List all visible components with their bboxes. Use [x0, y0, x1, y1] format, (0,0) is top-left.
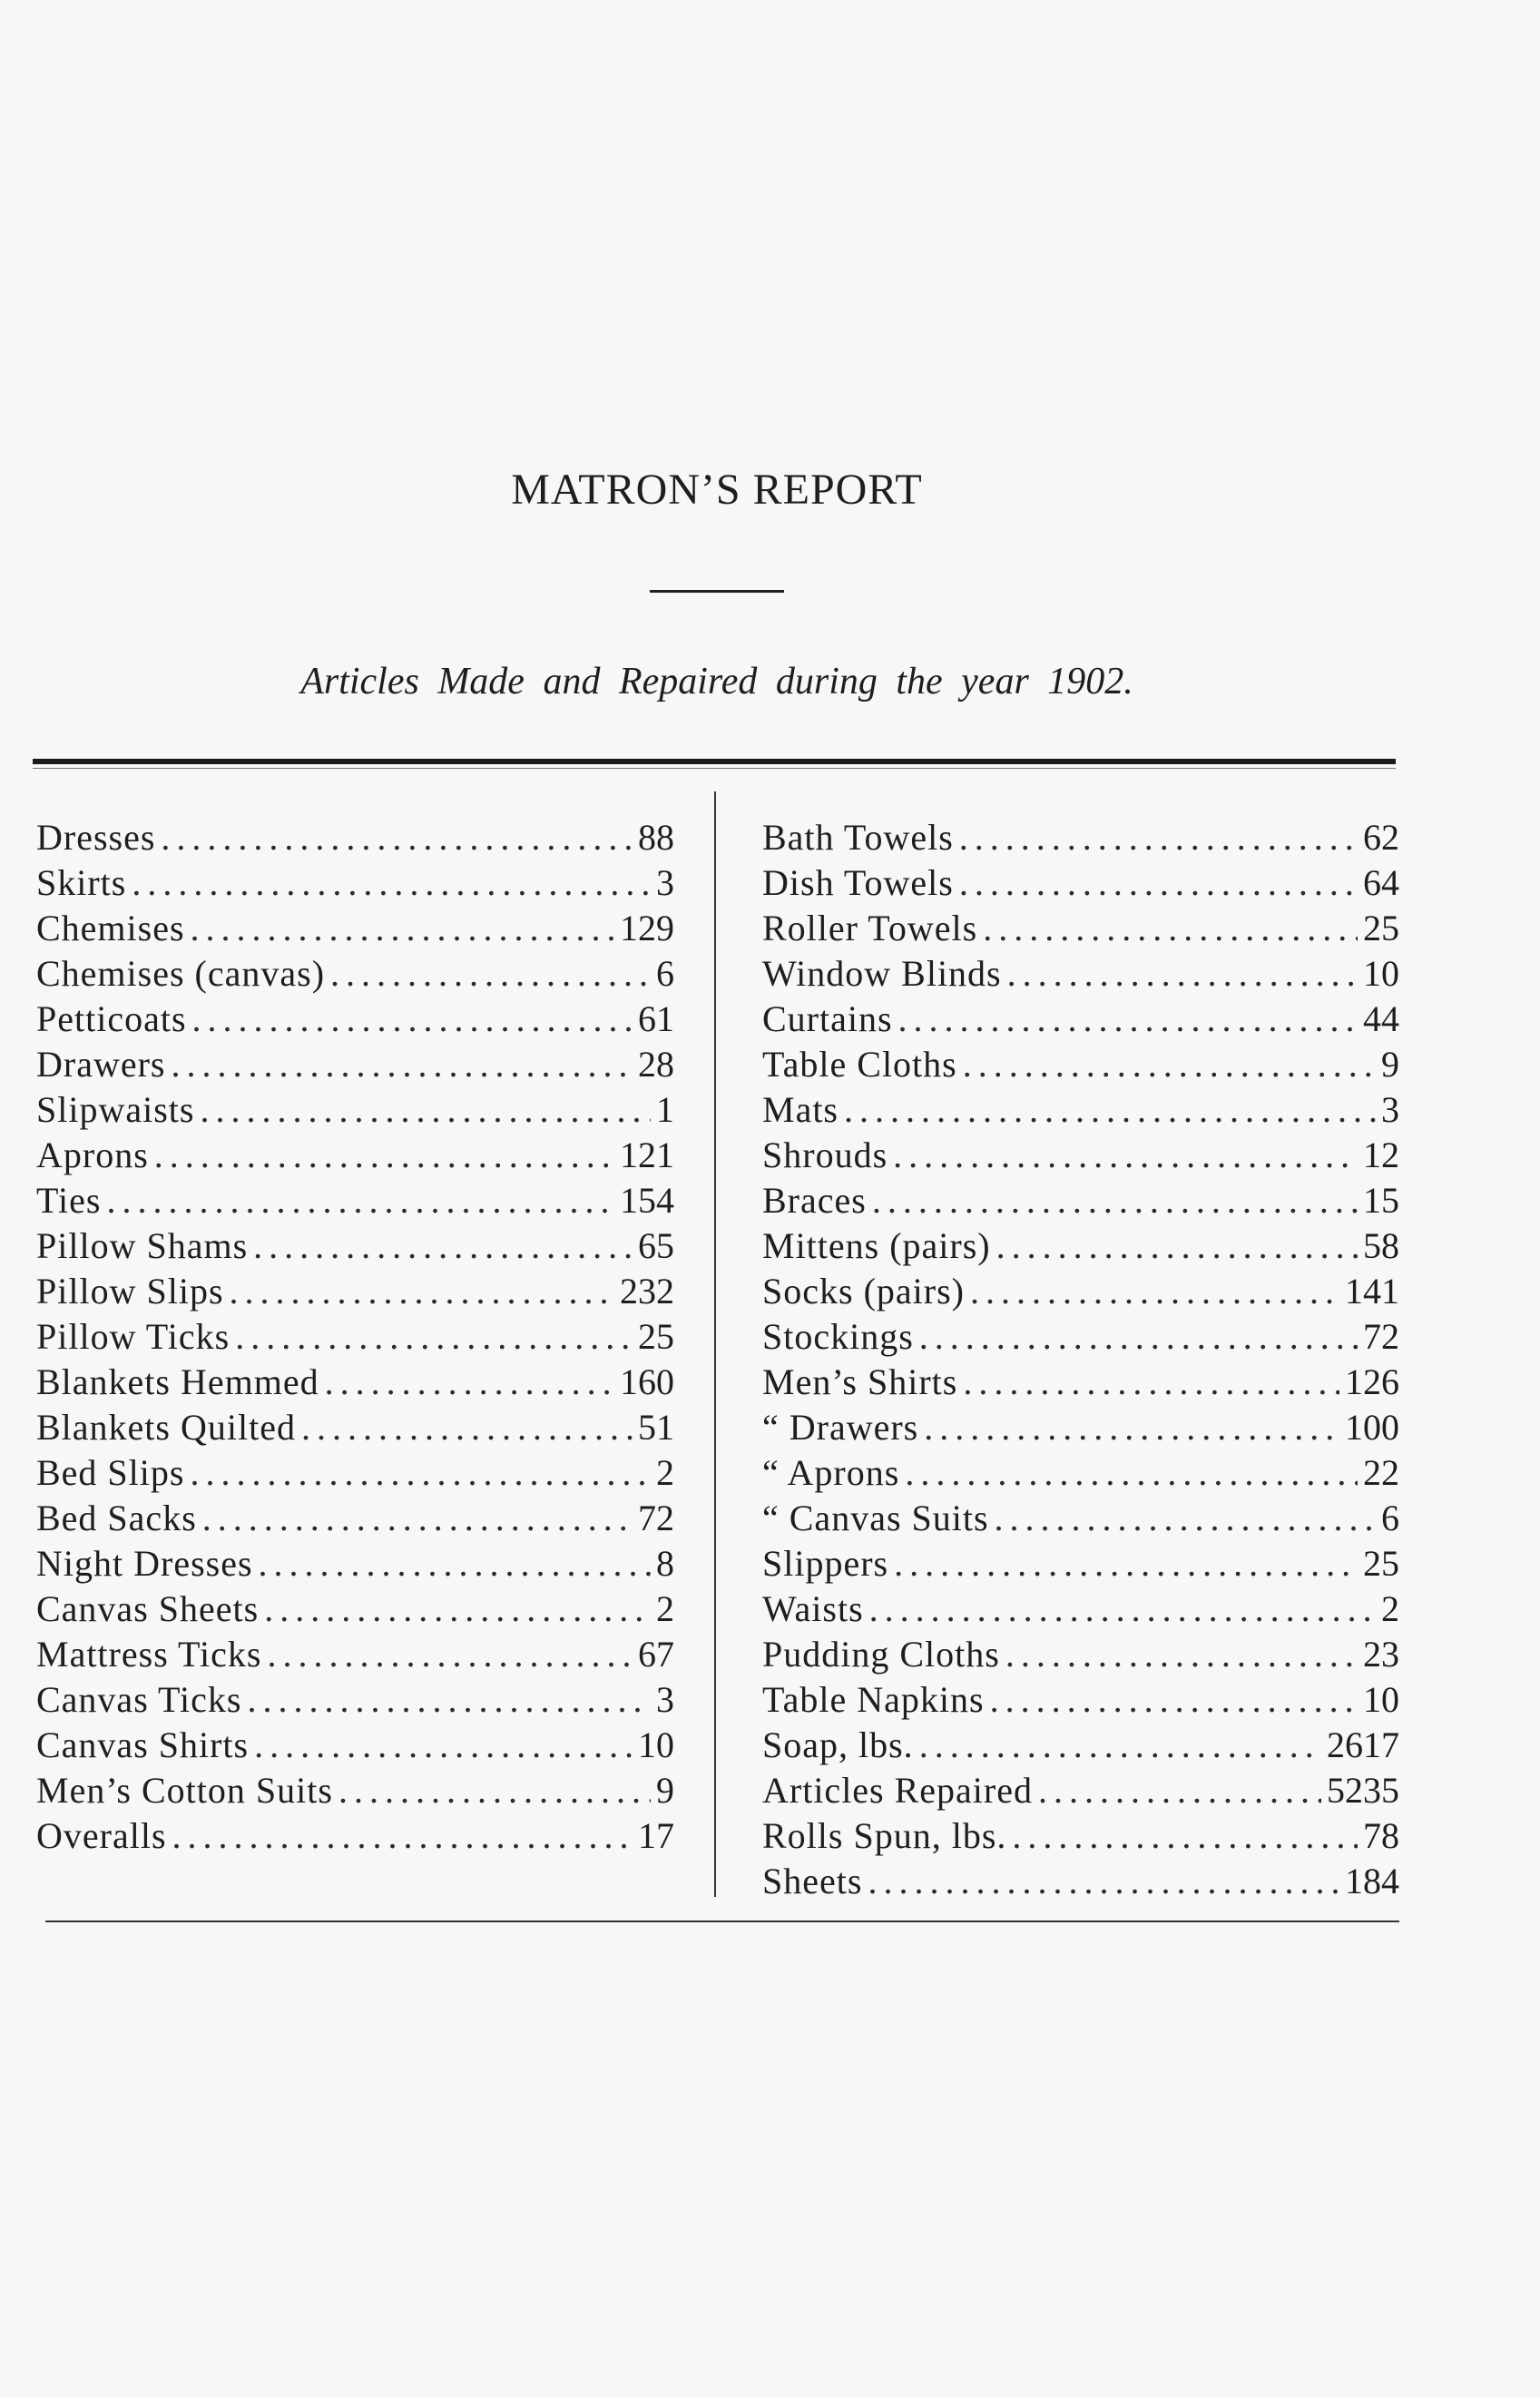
table-top-rule-thin: [33, 768, 1396, 769]
dot-leader: [254, 1723, 633, 1768]
list-item: [762, 1541, 1399, 1587]
dot-leader: [325, 1360, 614, 1405]
dot-leader: [172, 1813, 633, 1859]
dot-leader: [172, 1042, 633, 1087]
item-count: 3: [1381, 1089, 1399, 1130]
dot-leader: [202, 1496, 633, 1541]
item-count: 121: [620, 1135, 674, 1175]
item-label: Bed Slips: [36, 1452, 185, 1493]
item-label: Ties: [36, 1180, 102, 1221]
list-item: [762, 1723, 1399, 1768]
dot-leader: [872, 1178, 1358, 1223]
dot-leader: [869, 1587, 1376, 1632]
list-item: [36, 860, 674, 906]
item-label: Roller Towels: [762, 908, 978, 948]
item-count: 17: [638, 1815, 674, 1856]
item-count: 6: [1381, 1498, 1399, 1538]
list-item: [762, 1314, 1399, 1360]
list-item: [36, 1087, 674, 1133]
list-item: [36, 906, 674, 951]
item-label: Slipwaists: [36, 1089, 195, 1130]
list-item: [36, 1223, 674, 1269]
dot-leader: [919, 1314, 1358, 1360]
dot-leader: [893, 1133, 1358, 1178]
item-label: Bath Towels: [762, 817, 954, 858]
dot-leader: [230, 1269, 614, 1314]
item-label: Table Cloths: [762, 1044, 957, 1085]
item-count: 67: [638, 1634, 674, 1675]
item-label: Waists: [762, 1588, 864, 1629]
item-label: Soap, lbs.: [762, 1724, 914, 1765]
list-item: [762, 1813, 1399, 1859]
dot-leader: [990, 1677, 1358, 1723]
table-bottom-rule: [45, 1921, 1399, 1922]
dot-leader: [970, 1269, 1339, 1314]
item-label: “ Drawers: [762, 1407, 919, 1448]
dot-leader: [191, 906, 614, 951]
dot-leader: [898, 997, 1358, 1042]
list-item: [762, 1677, 1399, 1723]
item-label: “ Canvas Suits: [762, 1498, 989, 1538]
list-item: [36, 1269, 674, 1314]
item-label: Articles Repaired: [762, 1770, 1033, 1811]
dot-leader: [959, 860, 1358, 906]
item-count: 25: [1363, 1543, 1399, 1584]
item-count: 184: [1345, 1861, 1399, 1901]
list-item: [36, 1314, 674, 1360]
column-divider: [714, 791, 716, 1897]
item-label: Overalls: [36, 1815, 167, 1856]
list-item: [762, 1859, 1399, 1904]
list-item: [762, 906, 1399, 951]
list-item: [36, 1178, 674, 1223]
item-label: Sheets: [762, 1861, 863, 1901]
item-count: 51: [638, 1407, 674, 1448]
item-count: 232: [620, 1271, 674, 1311]
item-count: 2: [656, 1452, 674, 1493]
item-count: 1: [656, 1089, 674, 1130]
list-item: [36, 1632, 674, 1677]
item-label: Men’s Shirts: [762, 1361, 958, 1402]
item-count: 3: [656, 862, 674, 903]
list-item: [762, 1450, 1399, 1496]
dot-leader: [1012, 1813, 1358, 1859]
page-subtitle: Articles Made and Repaired during the year 1902.: [300, 661, 1133, 702]
list-item: [36, 1496, 674, 1541]
item-count: 58: [1363, 1225, 1399, 1266]
dot-leader: [959, 815, 1358, 860]
list-item: [36, 1042, 674, 1087]
item-label: Canvas Ticks: [36, 1679, 242, 1720]
list-item: [762, 1223, 1399, 1269]
item-label: Skirts: [36, 862, 127, 903]
item-label: Pudding Cloths: [762, 1634, 1000, 1675]
item-count: 126: [1345, 1361, 1399, 1402]
dot-leader: [905, 1450, 1358, 1496]
list-item: [762, 1178, 1399, 1223]
list-item: [762, 1405, 1399, 1450]
item-count: 5235: [1327, 1770, 1399, 1811]
list-item: [36, 1677, 674, 1723]
dot-leader: [868, 1859, 1339, 1904]
item-count: 44: [1363, 998, 1399, 1039]
item-count: 160: [620, 1361, 674, 1402]
dot-leader: [200, 1087, 651, 1133]
dot-leader: [192, 997, 633, 1042]
item-label: Mats: [762, 1089, 839, 1130]
dot-leader: [983, 906, 1358, 951]
item-count: 28: [638, 1044, 674, 1085]
item-label: Bed Sacks: [36, 1498, 197, 1538]
item-count: 25: [1363, 908, 1399, 948]
item-count: 62: [1363, 817, 1399, 858]
item-count: 10: [638, 1724, 674, 1765]
list-item: [36, 951, 674, 997]
item-label: Mittens (pairs): [762, 1225, 991, 1266]
dot-leader: [268, 1632, 633, 1677]
list-item: [762, 1360, 1399, 1405]
item-count: 65: [638, 1225, 674, 1266]
item-label: Dresses: [36, 817, 156, 858]
item-count: 72: [1363, 1316, 1399, 1357]
dot-leader: [106, 1178, 614, 1223]
item-label: Night Dresses: [36, 1543, 253, 1584]
item-label: Rolls Spun, lbs.: [762, 1815, 1007, 1856]
list-item: [762, 951, 1399, 997]
list-item: [36, 815, 674, 860]
list-item: [762, 1042, 1399, 1087]
dot-leader: [253, 1223, 633, 1269]
item-count: 154: [620, 1180, 674, 1221]
list-item: [762, 1587, 1399, 1632]
dot-leader: [996, 1223, 1358, 1269]
item-count: 2617: [1327, 1724, 1399, 1765]
item-label: Pillow Ticks: [36, 1316, 231, 1357]
item-count: 3: [656, 1679, 674, 1720]
item-count: 10: [1363, 953, 1399, 994]
dot-leader: [995, 1496, 1376, 1541]
dot-leader: [248, 1677, 652, 1723]
list-item: [762, 1496, 1399, 1541]
list-item: [762, 1087, 1399, 1133]
item-count: 72: [638, 1498, 674, 1538]
item-count: 25: [638, 1316, 674, 1357]
item-label: Drawers: [36, 1044, 166, 1085]
item-count: 88: [638, 817, 674, 858]
item-label: Blankets Quilted: [36, 1407, 296, 1448]
dot-leader: [190, 1450, 651, 1496]
dot-leader: [894, 1541, 1358, 1587]
item-label: Table Napkins: [762, 1679, 985, 1720]
dot-leader: [259, 1541, 651, 1587]
dot-leader: [154, 1133, 614, 1178]
item-label: Slippers: [762, 1543, 889, 1584]
item-count: 100: [1345, 1407, 1399, 1448]
list-item: [36, 1768, 674, 1813]
dot-leader: [264, 1587, 651, 1632]
item-label: Pillow Slips: [36, 1271, 224, 1311]
dot-leader: [963, 1042, 1376, 1087]
list-item: [762, 815, 1399, 860]
item-label: Mattress Ticks: [36, 1634, 262, 1675]
list-item: [36, 1813, 674, 1859]
item-label: Chemises: [36, 908, 185, 948]
item-label: Shrouds: [762, 1135, 888, 1175]
item-count: 78: [1363, 1815, 1399, 1856]
item-count: 8: [656, 1543, 674, 1584]
list-item: [762, 997, 1399, 1042]
list-item: [762, 1133, 1399, 1178]
item-label: Petticoats: [36, 998, 187, 1039]
dot-leader: [963, 1360, 1339, 1405]
item-count: 2: [656, 1588, 674, 1629]
right-column-list: [762, 815, 1399, 1904]
item-label: Curtains: [762, 998, 893, 1039]
dot-leader: [338, 1768, 651, 1813]
item-label: Braces: [762, 1180, 867, 1221]
dot-leader: [235, 1314, 633, 1360]
item-label: “ Aprons: [762, 1452, 900, 1493]
item-label: Men’s Cotton Suits: [36, 1770, 333, 1811]
dot-leader: [301, 1405, 633, 1450]
dot-leader: [330, 951, 651, 997]
list-item: [36, 1541, 674, 1587]
item-count: 10: [1363, 1679, 1399, 1720]
item-count: 141: [1345, 1271, 1399, 1311]
list-item: [36, 1450, 674, 1496]
item-label: Socks (pairs): [762, 1271, 965, 1311]
item-label: Blankets Hemmed: [36, 1361, 319, 1402]
list-item: [36, 997, 674, 1042]
list-item: [762, 860, 1399, 906]
item-label: Pillow Shams: [36, 1225, 249, 1266]
list-item: [36, 1133, 674, 1178]
title-underline: [650, 590, 784, 593]
item-count: 64: [1363, 862, 1399, 903]
item-count: 6: [656, 953, 674, 994]
list-item: [762, 1632, 1399, 1677]
dot-leader: [844, 1087, 1376, 1133]
table-top-rule: [33, 759, 1396, 764]
item-count: 9: [1381, 1044, 1399, 1085]
dot-leader: [1007, 951, 1358, 997]
dot-leader: [1038, 1768, 1321, 1813]
item-count: 22: [1363, 1452, 1399, 1493]
list-item: [36, 1405, 674, 1450]
dot-leader: [161, 815, 633, 860]
list-item: [36, 1587, 674, 1632]
item-label: Window Blinds: [762, 953, 1002, 994]
item-label: Canvas Shirts: [36, 1724, 250, 1765]
dot-leader: [132, 860, 651, 906]
item-count: 12: [1363, 1135, 1399, 1175]
item-label: Aprons: [36, 1135, 149, 1175]
item-count: 2: [1381, 1588, 1399, 1629]
page-title: MATRON’S REPORT: [511, 466, 923, 514]
item-count: 23: [1363, 1634, 1399, 1675]
dot-leader: [919, 1723, 1321, 1768]
list-item: [762, 1768, 1399, 1813]
list-item: [36, 1723, 674, 1768]
item-label: Chemises (canvas): [36, 953, 326, 994]
item-label: Stockings: [762, 1316, 914, 1357]
left-column-list: [36, 815, 674, 1859]
item-count: 15: [1363, 1180, 1399, 1221]
item-count: 9: [656, 1770, 674, 1811]
list-item: [762, 1269, 1399, 1314]
item-count: 129: [620, 908, 674, 948]
list-item: [36, 1360, 674, 1405]
dot-leader: [1005, 1632, 1358, 1677]
dot-leader: [924, 1405, 1339, 1450]
item-count: 61: [638, 998, 674, 1039]
item-label: Dish Towels: [762, 862, 954, 903]
item-label: Canvas Sheets: [36, 1588, 260, 1629]
